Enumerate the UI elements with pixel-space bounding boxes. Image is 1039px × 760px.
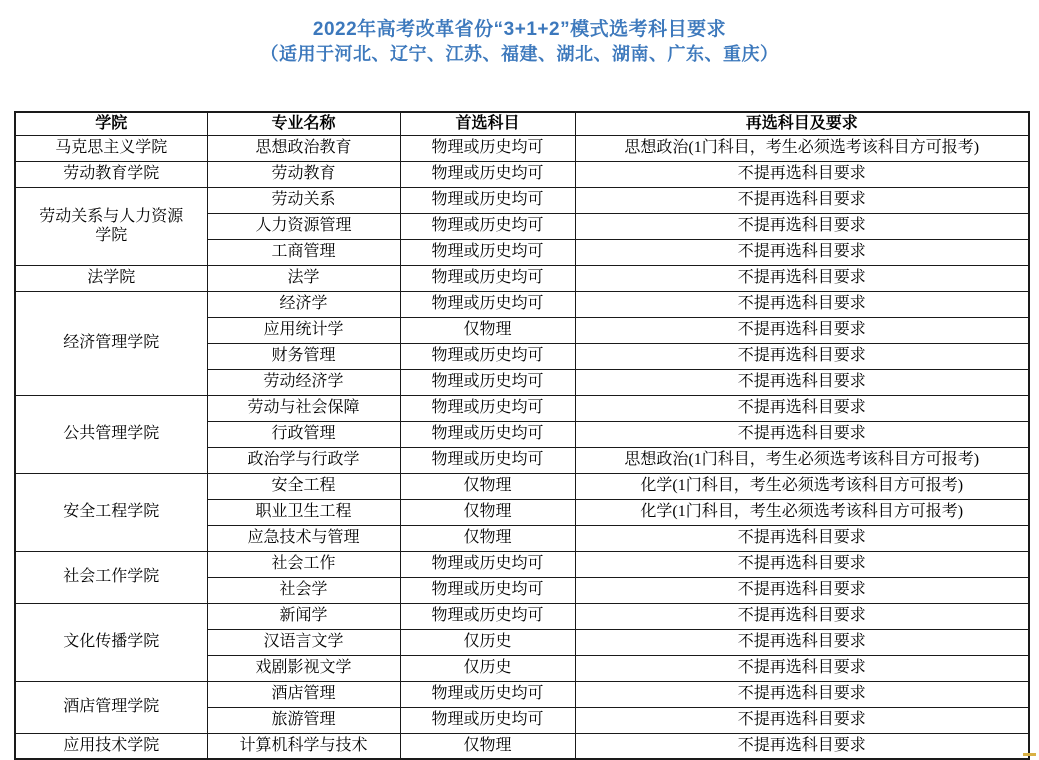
requirement-cell: 不提再选科目要求 [575,629,1029,655]
college-cell: 劳动关系与人力资源学院 [15,187,207,265]
requirement-cell: 不提再选科目要求 [575,395,1029,421]
first-subject-cell: 物理或历史均可 [400,681,575,707]
page-title [0,17,1039,67]
first-subject-cell: 仅物理 [400,499,575,525]
title-line2: （适用于河北、辽宁、江苏、福建、湖北、湖南、广东、重庆） [260,44,779,64]
major-cell: 法学 [207,265,400,291]
college-cell: 应用技术学院 [15,733,207,759]
major-cell: 思想政治教育 [207,135,400,161]
header-college: 学院 [15,112,207,135]
table-row [15,551,1029,577]
first-subject-cell: 仅历史 [400,629,575,655]
requirement-cell: 思想政治(1门科目，考生必须选考该科目方可报考) [575,135,1029,161]
requirement-cell: 不提再选科目要求 [575,707,1029,733]
major-cell: 行政管理 [207,421,400,447]
table-row [15,603,1029,629]
header-row [15,112,1029,135]
requirement-cell: 不提再选科目要求 [575,291,1029,317]
major-cell: 政治学与行政学 [207,447,400,473]
first-subject-cell: 仅物理 [400,733,575,759]
table-row [15,291,1029,317]
first-subject-cell: 物理或历史均可 [400,603,575,629]
first-subject-cell: 物理或历史均可 [400,291,575,317]
requirement-cell: 不提再选科目要求 [575,733,1029,759]
first-subject-cell: 物理或历史均可 [400,577,575,603]
table-row [15,681,1029,707]
requirement-cell: 思想政治(1门科目，考生必须选考该科目方可报考) [575,447,1029,473]
first-subject-cell: 物理或历史均可 [400,135,575,161]
requirement-cell: 不提再选科目要求 [575,213,1029,239]
table-row [15,187,1029,213]
requirement-cell: 不提再选科目要求 [575,343,1029,369]
college-cell: 马克思主义学院 [15,135,207,161]
first-subject-cell: 物理或历史均可 [400,265,575,291]
major-cell: 应用统计学 [207,317,400,343]
major-cell: 劳动教育 [207,161,400,187]
first-subject-cell: 物理或历史均可 [400,707,575,733]
requirement-cell: 不提再选科目要求 [575,239,1029,265]
first-subject-cell: 物理或历史均可 [400,551,575,577]
major-cell: 计算机科学与技术 [207,733,400,759]
requirement-cell: 不提再选科目要求 [575,317,1029,343]
major-cell: 新闻学 [207,603,400,629]
requirement-cell: 不提再选科目要求 [575,421,1029,447]
header-requirement: 再选科目及要求 [575,112,1029,135]
title-line1: 2022年高考改革省份“3+1+2”模式选考科目要求 [312,19,727,40]
first-subject-cell: 仅物理 [400,317,575,343]
header-major: 专业名称 [207,112,400,135]
first-subject-cell: 物理或历史均可 [400,421,575,447]
major-cell: 安全工程 [207,473,400,499]
college-cell: 劳动教育学院 [15,161,207,187]
first-subject-cell: 仅物理 [400,473,575,499]
requirement-cell: 不提再选科目要求 [575,369,1029,395]
requirement-cell: 不提再选科目要求 [575,603,1029,629]
college-cell: 经济管理学院 [15,291,207,395]
major-cell: 劳动经济学 [207,369,400,395]
table-row [15,733,1029,759]
college-cell: 社会工作学院 [15,551,207,603]
requirement-cell: 不提再选科目要求 [575,577,1029,603]
requirement-cell: 化学(1门科目，考生必须选考该科目方可报考) [575,473,1029,499]
header-first-subject: 首选科目 [400,112,575,135]
requirement-cell: 不提再选科目要求 [575,655,1029,681]
major-cell: 酒店管理 [207,681,400,707]
requirement-cell: 不提再选科目要求 [575,265,1029,291]
major-cell: 应急技术与管理 [207,525,400,551]
table-row [15,161,1029,187]
college-cell: 公共管理学院 [15,395,207,473]
requirement-cell: 不提再选科目要求 [575,525,1029,551]
college-cell: 安全工程学院 [15,473,207,551]
table-row [15,265,1029,291]
first-subject-cell: 物理或历史均可 [400,343,575,369]
table-row [15,395,1029,421]
major-cell: 戏剧影视文学 [207,655,400,681]
major-cell: 劳动关系 [207,187,400,213]
first-subject-cell: 物理或历史均可 [400,369,575,395]
first-subject-cell: 仅历史 [400,655,575,681]
requirement-cell: 不提再选科目要求 [575,551,1029,577]
major-cell: 汉语言文学 [207,629,400,655]
subject-requirements-table [14,111,1030,760]
first-subject-cell: 物理或历史均可 [400,395,575,421]
major-cell: 财务管理 [207,343,400,369]
requirement-cell: 不提再选科目要求 [575,681,1029,707]
table-body [15,135,1029,759]
college-cell: 法学院 [15,265,207,291]
first-subject-cell: 物理或历史均可 [400,239,575,265]
table-row [15,135,1029,161]
college-cell: 文化传播学院 [15,603,207,681]
major-cell: 工商管理 [207,239,400,265]
major-cell: 经济学 [207,291,400,317]
major-cell: 人力资源管理 [207,213,400,239]
first-subject-cell: 物理或历史均可 [400,213,575,239]
first-subject-cell: 物理或历史均可 [400,161,575,187]
major-cell: 劳动与社会保障 [207,395,400,421]
requirement-cell: 不提再选科目要求 [575,161,1029,187]
major-cell: 社会学 [207,577,400,603]
requirement-cell: 不提再选科目要求 [575,187,1029,213]
major-cell: 旅游管理 [207,707,400,733]
artifact-mark [1023,753,1036,756]
major-cell: 社会工作 [207,551,400,577]
first-subject-cell: 物理或历史均可 [400,187,575,213]
first-subject-cell: 物理或历史均可 [400,447,575,473]
major-cell: 职业卫生工程 [207,499,400,525]
first-subject-cell: 仅物理 [400,525,575,551]
college-cell: 酒店管理学院 [15,681,207,733]
table-row [15,473,1029,499]
requirement-cell: 化学(1门科目，考生必须选考该科目方可报考) [575,499,1029,525]
